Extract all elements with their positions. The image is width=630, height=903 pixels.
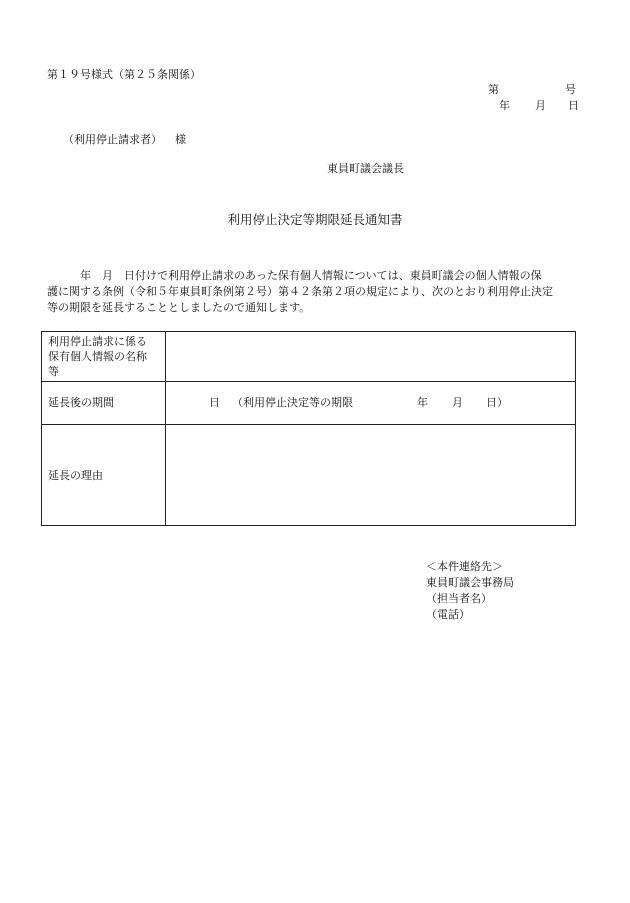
- row3-label: 延長の理由: [48, 469, 103, 482]
- date-month: 月: [535, 99, 546, 112]
- addressee-label: （利用停止請求者）: [63, 133, 162, 146]
- date-day: 日: [568, 99, 579, 112]
- row2-deadline-label: （利用停止決定等の期限: [232, 396, 353, 409]
- table-row-extended-period: [42, 381, 575, 425]
- row2-day: 日: [209, 396, 220, 409]
- form-number: 第１９号様式（第２５条関係）: [47, 68, 201, 81]
- body-paragraph: [47, 268, 587, 316]
- contact-person: （担当者名）: [426, 592, 492, 605]
- row2-day-close: 日）: [486, 396, 508, 409]
- contact-block: [426, 559, 514, 623]
- row1-label-line3: 等: [48, 365, 59, 378]
- row2-label: 延長後の期間: [48, 396, 114, 409]
- label-cell: [42, 381, 166, 424]
- details-table: [41, 331, 576, 526]
- body-line: 護に関する条例（令和５年東員町条例第２号）第４２条第２項の規定により、次のとおり利用停止決定: [47, 285, 553, 298]
- document-title: 利用停止決定等期限延長通知書: [227, 212, 403, 227]
- row2-month: 月: [452, 396, 463, 409]
- body-line: 等の期限を延長することとしましたので通知します。: [47, 301, 311, 314]
- contact-phone: （電話）: [426, 608, 470, 621]
- body-line: 年 月 日付けで利用停止請求のあった保有個人情報については、東員町議会の個人情報の保: [47, 269, 542, 282]
- table-row-reason: [42, 424, 575, 525]
- row1-label-line2: 保有個人情報の名称: [48, 350, 147, 363]
- contact-office: 東員町議会事務局: [426, 576, 514, 589]
- document-number-prefix: 第: [488, 83, 499, 96]
- sender-name: 東員町議会議長: [327, 162, 404, 175]
- contact-heading: ＜本件連絡先＞: [426, 560, 503, 573]
- addressee-honorific: 様: [175, 133, 186, 146]
- table-row-info-name: [42, 332, 575, 382]
- row1-label-line1: 利用停止請求に係る: [48, 335, 147, 348]
- row2-year: 年: [417, 396, 428, 409]
- label-cell: [42, 332, 166, 381]
- date-year: 年: [499, 99, 510, 112]
- document-number-suffix: 号: [565, 83, 576, 96]
- label-cell: [42, 424, 166, 525]
